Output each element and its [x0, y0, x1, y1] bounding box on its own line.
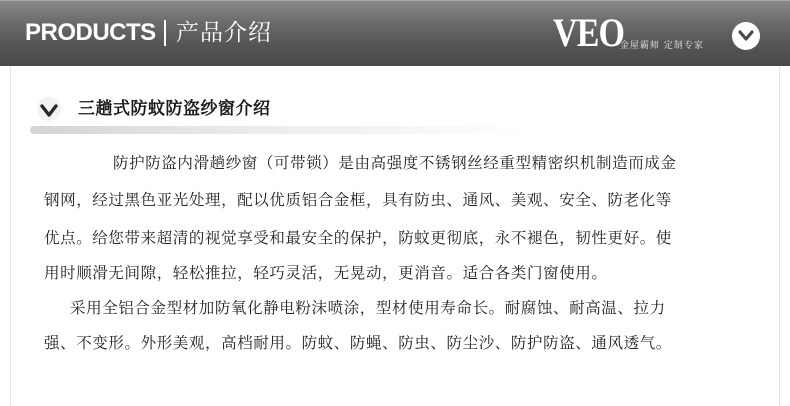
brand-slogan: 金屋霸师 定制专家	[620, 41, 704, 51]
paragraph-line: 优点。给您带来超清的视觉享受和最安全的保护，防蚊更彻底，永不褪色，韧性更好。使	[44, 229, 672, 247]
paragraph-line: 采用全铝合金型材加防氧化静电粉沫喷涂，型材使用寿命长。耐腐蚀、耐高温、拉力	[70, 299, 666, 317]
section-underline	[30, 126, 530, 134]
paragraph-line: 用时顺滑无间隙，轻松推拉，轻巧灵活，无晃动，更消音。适合各类门窗使用。	[44, 264, 608, 282]
chevron-check-icon	[36, 96, 62, 122]
header-divider	[164, 20, 166, 46]
brand-logo: VEO	[553, 10, 625, 55]
paragraph-line: 防护防盗内滑趟纱窗（可带锁）是由高强度不锈钢丝经重型精密织机制造而成金	[113, 154, 677, 172]
paragraph-line: 钢网，经过黑色亚光处理，配以优质铝合金框，具有防虫、通风、美观、安全、防老化等	[44, 191, 672, 209]
header-chevron-button[interactable]	[732, 22, 760, 50]
header-title-cn: 产品介绍	[176, 20, 272, 46]
paragraph-line: 强、不变形。外形美观，高档耐用。防蚊、防蝇、防虫、防尘沙、防护防盗、通风透气。	[44, 334, 672, 352]
chevron-down-icon	[738, 29, 754, 43]
section-title: 三趟式防蚊防盗纱窗介绍	[78, 99, 271, 119]
header-banner	[0, 0, 790, 66]
header-title-en: PRODUCTS	[25, 19, 156, 46]
